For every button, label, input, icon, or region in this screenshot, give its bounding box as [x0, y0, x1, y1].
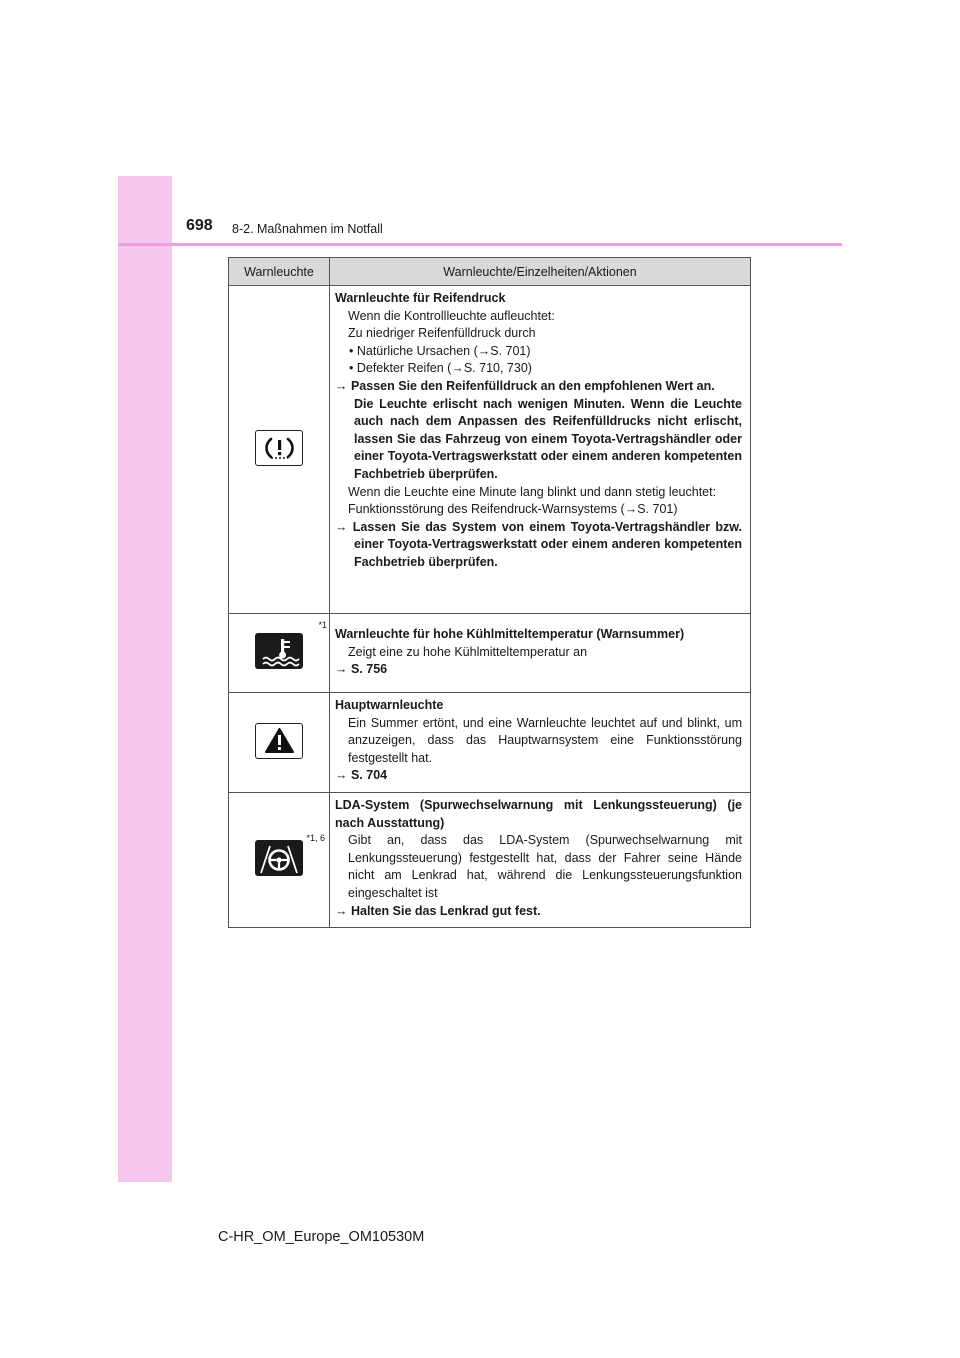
side-tab-band [118, 176, 172, 1182]
table-row [229, 693, 751, 793]
row-text: Wenn die Kontrollleuchte aufleuchtet: [348, 308, 555, 323]
lda-steering-wheel-icon [255, 840, 303, 876]
action-note: Die Leuchte erlischt nach wenigen Minuten. Wenn die Leuchte auch nach dem Anpassen des Reifenfülldrucks nicht erlischt, lassen Sie das Fahrzeug von einem Toyota-Vertragshändler oder einer Toyota-Vertragswerkstatt oder einem anderen kompetenten Fachbetrieb überprüfen. [354, 396, 742, 481]
bullet-item: • Natürliche Ursachen (→S. 701) [349, 343, 531, 358]
row-title: Warnleuchte für hohe Kühlmitteltemperatur (Warnsummer) [335, 627, 685, 641]
table-header-row [229, 258, 751, 286]
document-code: C-HR_OM_Europe_OM10530M [218, 1229, 425, 1245]
row-text: Zu niedriger Reifenfülldruck durch [348, 326, 536, 341]
action-item: → S. 756 [335, 662, 388, 677]
row-text: Wenn die Leuchte eine Minute lang blinkt und dann stetig leuchtet: [348, 484, 717, 499]
details-cell [330, 693, 751, 793]
master-warning-icon [255, 723, 303, 759]
row-text: Gibt an, dass das LDA-System (Spurwechselwarnung mit Lenkungssteuerung) festgestellt hat, dass der Fahrer seine Hände nicht am Lenkrad hat, während die Lenkungssteuerungsfunktion eingeschaltet ist [348, 833, 742, 900]
footnote-marker: *1 [318, 620, 327, 630]
action-item: → Lassen Sie das System von einem Toyota-Vertragshändler bzw. einer Toyota-Vertragswerkstatt oder einem anderen kompetenten Fachbetrieb überprüfen. [335, 519, 742, 569]
warning-light-table [228, 257, 751, 928]
row-text: Funktionsstörung des Reifendruck-Warnsystems (→S. 701) [348, 502, 678, 517]
footnote-marker: *1, 6 [306, 832, 325, 843]
coolant-temperature-warning-icon [255, 633, 303, 669]
details-cell [330, 792, 751, 927]
header-rule [118, 243, 842, 246]
page-number: 698 [186, 217, 213, 234]
row-title: Hauptwarnleuchte [335, 698, 444, 712]
icon-cell [229, 693, 330, 793]
row-text: Ein Summer ertönt, und eine Warnleuchte leuchtet auf und blinkt, um anzuzeigen, dass das Hauptwarnsystem eine Funktionsstörung festgestellt hat. [348, 715, 742, 765]
table-row [229, 286, 751, 614]
bullet-item: • Defekter Reifen (→S. 710, 730) [349, 361, 532, 376]
action-item: → S. 704 [335, 768, 388, 783]
table-row [229, 792, 751, 927]
column-header-details: Warnleuchte/Einzelheiten/Aktionen [330, 258, 751, 286]
row-title: Warnleuchte für Reifendruck [335, 291, 506, 305]
row-text: Zeigt eine zu hohe Kühlmitteltemperatur an [348, 644, 588, 659]
details-cell [330, 286, 751, 614]
action-item: → Passen Sie den Reifenfülldruck an den empfohlenen Wert an. [335, 378, 715, 393]
icon-cell [229, 614, 330, 693]
table-row [229, 614, 751, 693]
icon-cell [229, 792, 330, 927]
row-title: LDA-System (Spurwechselwarnung mit Lenkungssteuerung) (je nach Ausstattung) [335, 797, 742, 830]
tire-pressure-warning-icon [255, 430, 303, 466]
icon-cell [229, 286, 330, 614]
column-header-light: Warnleuchte [229, 258, 330, 286]
section-title: 8-2. Maßnahmen im Notfall [232, 222, 383, 236]
action-item: → Halten Sie das Lenkrad gut fest. [335, 903, 541, 918]
details-cell [330, 614, 751, 693]
